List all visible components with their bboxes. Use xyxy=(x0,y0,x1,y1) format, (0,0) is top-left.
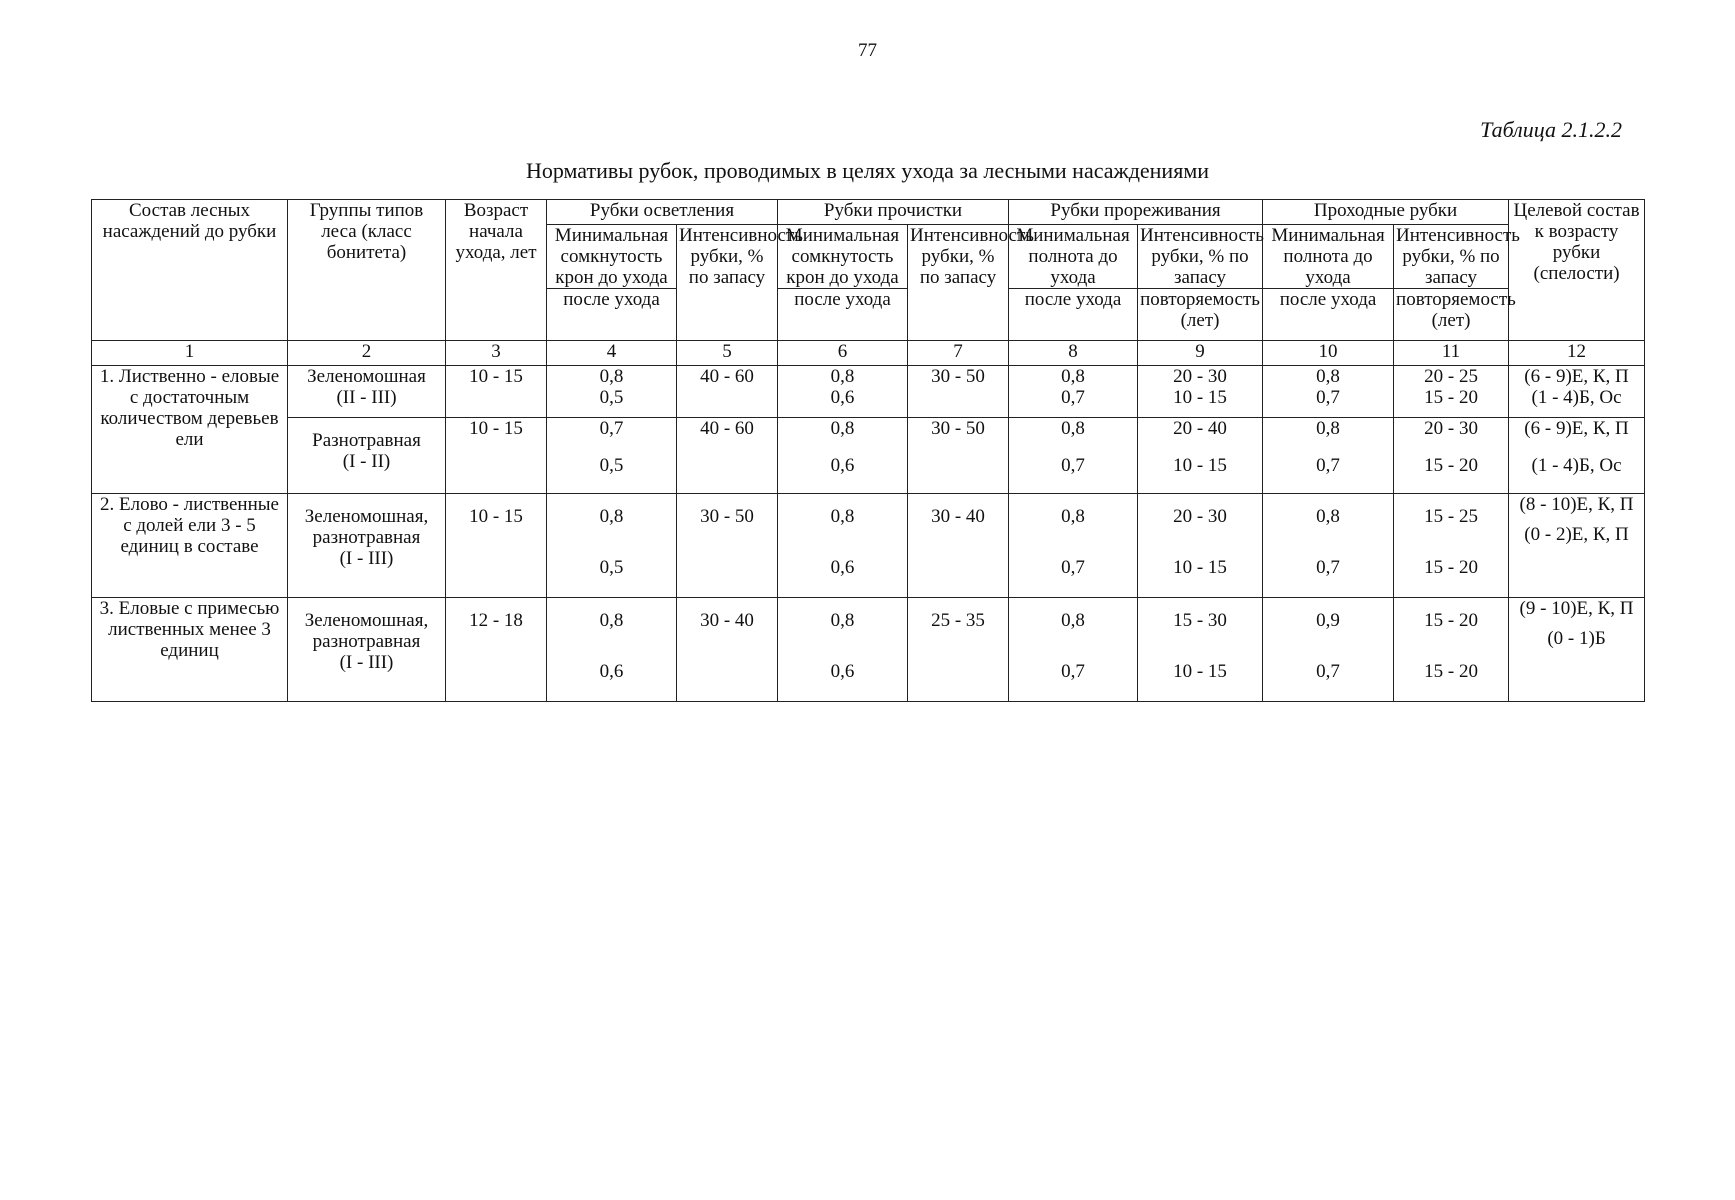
value-cell: 30 - 50 xyxy=(908,366,1009,418)
value-before: 0,8 xyxy=(1316,366,1340,387)
value-before: 0,8 xyxy=(599,366,624,387)
value-cell xyxy=(547,494,677,598)
forest-group-class: (I - III) xyxy=(339,548,394,569)
value-cell xyxy=(1138,366,1263,418)
value-after: 15 - 20 xyxy=(1424,387,1478,408)
header-target-composition: Целевой состав к возрасту рубки (спелости) xyxy=(1509,200,1645,341)
value-before: 0,8 xyxy=(830,610,855,631)
value-cell xyxy=(1263,598,1394,702)
value-cell xyxy=(778,494,908,598)
value-before: 0,8 xyxy=(1061,366,1085,387)
value-cell xyxy=(547,366,677,418)
value-cell xyxy=(547,598,677,702)
value-cell: 30 - 40 xyxy=(677,598,778,702)
value-cell xyxy=(1394,494,1509,598)
value-after: 0,6 xyxy=(599,661,624,682)
value-after: 0,7 xyxy=(1316,455,1340,476)
value-before: 20 - 40 xyxy=(1173,418,1227,439)
start-age-cell: 10 - 15 xyxy=(446,418,547,494)
value-after: 10 - 15 xyxy=(1173,557,1227,578)
value-after: 0,5 xyxy=(599,557,624,578)
header-group-cleaning: Рубки прочистки xyxy=(778,200,1009,225)
column-number-row xyxy=(92,341,1645,366)
header-row-groups xyxy=(92,200,1645,225)
value-after: 0,5 xyxy=(599,455,624,476)
target-cell xyxy=(1509,418,1645,494)
value-cell xyxy=(1138,418,1263,494)
target-main: (6 - 9)Е, К, П xyxy=(1524,366,1629,387)
value-before: 15 - 20 xyxy=(1424,610,1478,631)
value-after: 0,6 xyxy=(830,661,855,682)
header-group-passing: Проходные рубки xyxy=(1263,200,1509,225)
composition-cell: 3. Еловые с примесью лиственных менее 3 единиц xyxy=(92,598,288,702)
value-before: 0,8 xyxy=(1316,418,1340,439)
header-after-6: после ухода xyxy=(778,289,908,341)
column-number: 1 xyxy=(92,341,288,366)
value-after: 0,7 xyxy=(1061,387,1085,408)
forest-group-cell xyxy=(288,494,446,598)
table-title: Нормативы рубок, проводимых в целях ухода за лесными насаждениями xyxy=(525,158,1210,183)
forest-group-cell xyxy=(288,366,446,418)
header-intensity-11: Интенсивность рубки, % по запасу xyxy=(1394,225,1509,289)
composition-cell: 2. Елово - лиственные с долей ели 3 - 5 единиц в составе xyxy=(92,494,288,598)
value-cell xyxy=(1009,494,1138,598)
value-cell xyxy=(1138,598,1263,702)
value-after: 0,7 xyxy=(1316,387,1340,408)
composition-cell: 1. Лиственно - еловые с достаточным количеством деревьев ели xyxy=(92,366,288,494)
column-number: 6 xyxy=(778,341,908,366)
target-cell xyxy=(1509,598,1645,702)
value-after: 0,6 xyxy=(830,557,855,578)
value-after: 15 - 20 xyxy=(1424,661,1478,682)
target-cell xyxy=(1509,494,1645,598)
header-min-density-10: Минимальная полнота до ухода xyxy=(1263,225,1394,289)
table-row xyxy=(92,418,1645,494)
value-after: 15 - 20 xyxy=(1424,455,1478,476)
value-before: 0,8 xyxy=(599,506,624,527)
target-secondary: (0 - 1)Б xyxy=(1547,628,1606,649)
header-after-4: после ухода xyxy=(547,289,677,341)
value-after: 0,7 xyxy=(1061,455,1085,476)
value-after: 10 - 15 xyxy=(1173,387,1227,408)
value-cell: 30 - 40 xyxy=(908,494,1009,598)
forest-group-class: (I - III) xyxy=(339,652,394,673)
column-number: 9 xyxy=(1138,341,1263,366)
header-intensity-5: Интенсивность рубки, % по запасу xyxy=(677,225,778,341)
value-before: 0,8 xyxy=(1061,506,1085,527)
forest-group-name: Зеленомошная, разнотравная xyxy=(304,506,429,548)
forest-group-class: (I - II) xyxy=(342,451,391,472)
column-number: 12 xyxy=(1509,341,1645,366)
value-before: 0,8 xyxy=(830,418,855,439)
value-cell: 40 - 60 xyxy=(677,366,778,418)
value-before: 0,8 xyxy=(1061,418,1085,439)
table-row xyxy=(92,366,1645,418)
header-min-crown-4: Минимальная сомкнутость крон до ухода xyxy=(547,225,677,289)
header-after-8: после ухода xyxy=(1009,289,1138,341)
value-after: 0,6 xyxy=(830,387,855,408)
start-age-cell: 10 - 15 xyxy=(446,494,547,598)
column-number: 10 xyxy=(1263,341,1394,366)
value-cell xyxy=(778,598,908,702)
value-after: 10 - 15 xyxy=(1173,661,1227,682)
header-composition: Состав лесных насаждений до рубки xyxy=(92,200,288,341)
value-after: 0,7 xyxy=(1316,661,1340,682)
value-before: 0,9 xyxy=(1316,610,1340,631)
column-number: 5 xyxy=(677,341,778,366)
value-cell: 40 - 60 xyxy=(677,418,778,494)
value-cell: 30 - 50 xyxy=(677,494,778,598)
value-before: 20 - 25 xyxy=(1424,366,1478,387)
target-secondary: (1 - 4)Б, Ос xyxy=(1531,387,1622,408)
value-before: 0,8 xyxy=(1316,506,1340,527)
column-number: 8 xyxy=(1009,341,1138,366)
header-start-age: Возраст начала ухода, лет xyxy=(446,200,547,341)
value-before: 15 - 30 xyxy=(1173,610,1227,631)
target-secondary: (1 - 4)Б, Ос xyxy=(1531,455,1622,476)
norms-table xyxy=(91,199,1645,702)
value-before: 0,8 xyxy=(1061,610,1085,631)
forest-group-name: Разнотравная xyxy=(312,430,421,451)
header-repeat-9: повторяемость (лет) xyxy=(1138,289,1263,341)
value-cell xyxy=(1394,598,1509,702)
value-before: 0,7 xyxy=(599,418,624,439)
value-cell xyxy=(547,418,677,494)
column-number: 7 xyxy=(908,341,1009,366)
target-main: (6 - 9)Е, К, П xyxy=(1524,418,1629,439)
value-before: 0,8 xyxy=(599,610,624,631)
page-number: 77 xyxy=(858,40,877,61)
header-group-thinning: Рубки прореживания xyxy=(1009,200,1263,225)
value-cell xyxy=(1138,494,1263,598)
value-cell xyxy=(1009,418,1138,494)
header-after-10: после ухода xyxy=(1263,289,1394,341)
value-after: 0,6 xyxy=(830,455,855,476)
value-cell xyxy=(1263,366,1394,418)
column-number: 11 xyxy=(1394,341,1509,366)
value-cell: 25 - 35 xyxy=(908,598,1009,702)
header-intensity-9: Интенсивность рубки, % по запасу xyxy=(1138,225,1263,289)
forest-group-cell xyxy=(288,418,446,494)
value-cell xyxy=(778,418,908,494)
forest-group-name: Зеленомошная, разнотравная xyxy=(304,610,429,652)
header-intensity-7: Интенсивность рубки, % по запасу xyxy=(908,225,1009,341)
value-cell xyxy=(1263,418,1394,494)
table-row xyxy=(92,494,1645,598)
value-after: 0,7 xyxy=(1061,557,1085,578)
value-cell xyxy=(1394,366,1509,418)
header-min-crown-6: Минимальная сомкнутость крон до ухода xyxy=(778,225,908,289)
value-before: 20 - 30 xyxy=(1173,366,1227,387)
column-number: 3 xyxy=(446,341,547,366)
value-cell xyxy=(1009,366,1138,418)
value-cell: 30 - 50 xyxy=(908,418,1009,494)
value-cell xyxy=(778,366,908,418)
table-label: Таблица 2.1.2.2 xyxy=(1480,117,1622,142)
value-after: 15 - 20 xyxy=(1424,557,1478,578)
column-number: 4 xyxy=(547,341,677,366)
header-min-density-8: Минимальная полнота до ухода xyxy=(1009,225,1138,289)
table-row xyxy=(92,598,1645,702)
value-before: 15 - 25 xyxy=(1424,506,1478,527)
header-repeat-11: повторяемость (лет) xyxy=(1394,289,1509,341)
value-before: 0,8 xyxy=(830,506,855,527)
target-secondary: (0 - 2)Е, К, П xyxy=(1524,524,1629,545)
start-age-cell: 12 - 18 xyxy=(446,598,547,702)
target-main: (9 - 10)Е, К, П xyxy=(1519,598,1634,619)
column-number: 2 xyxy=(288,341,446,366)
value-cell xyxy=(1263,494,1394,598)
forest-group-class: (II - III) xyxy=(336,387,397,408)
value-before: 0,8 xyxy=(830,366,855,387)
forest-group-name: Зеленомошная xyxy=(307,366,426,387)
target-main: (8 - 10)Е, К, П xyxy=(1519,494,1634,515)
value-after: 0,5 xyxy=(599,387,624,408)
start-age-cell: 10 - 15 xyxy=(446,366,547,418)
value-after: 0,7 xyxy=(1316,557,1340,578)
value-before: 20 - 30 xyxy=(1173,506,1227,527)
forest-group-cell xyxy=(288,598,446,702)
value-after: 10 - 15 xyxy=(1173,455,1227,476)
value-cell xyxy=(1394,418,1509,494)
header-forest-groups: Группы типов леса (класс бонитета) xyxy=(288,200,446,341)
value-before: 20 - 30 xyxy=(1424,418,1478,439)
value-cell xyxy=(1009,598,1138,702)
value-after: 0,7 xyxy=(1061,661,1085,682)
target-cell xyxy=(1509,366,1645,418)
header-group-clarification: Рубки осветления xyxy=(547,200,778,225)
